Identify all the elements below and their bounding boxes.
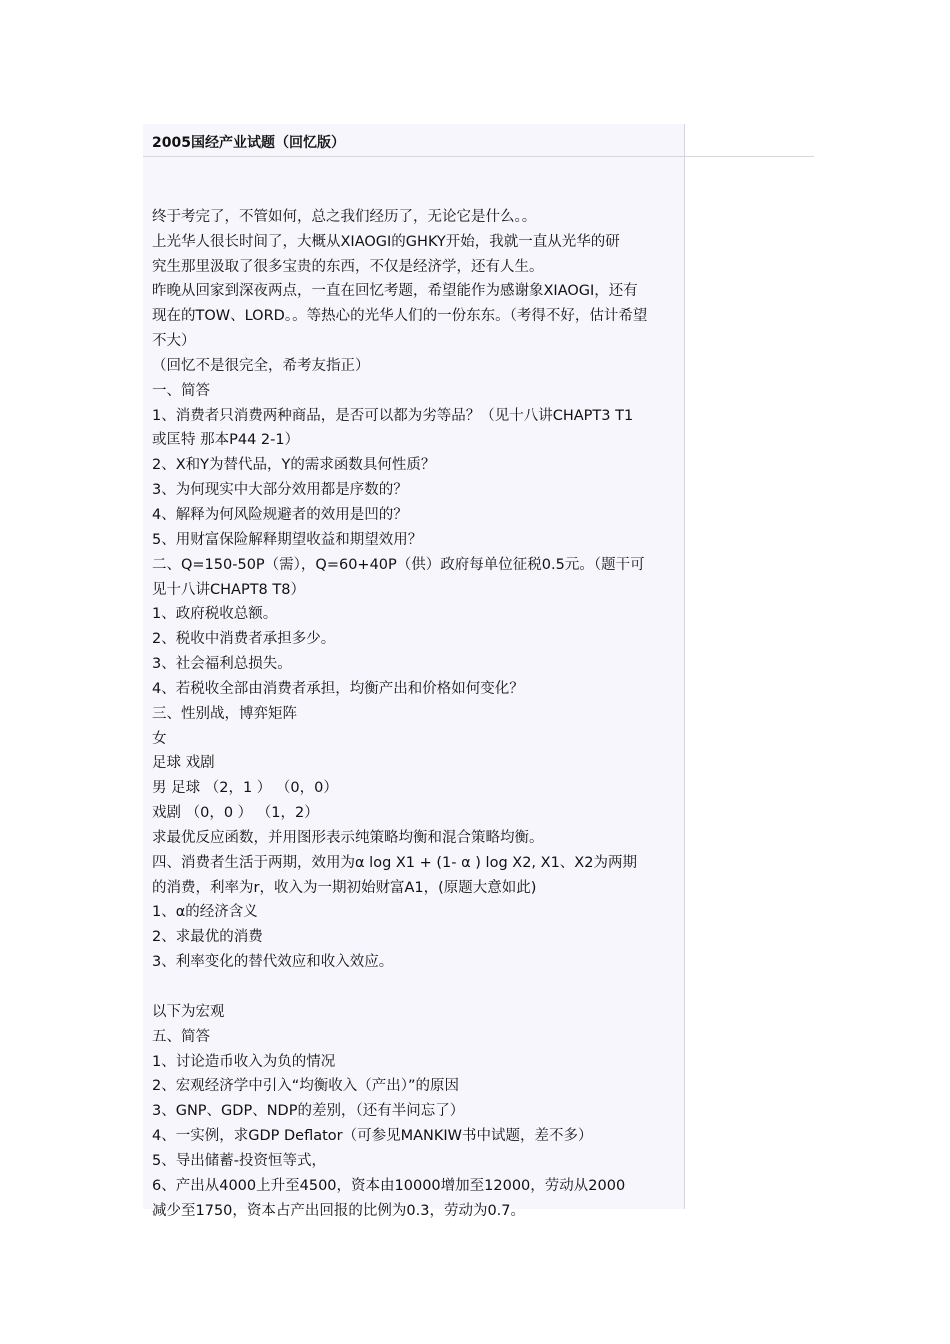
text-line: 减少至1750，资本占产出回报的比例为0.3，劳动为0.7。 — [152, 1202, 526, 1219]
text-line: 上光华人很长时间了，大概从XIAOGI的GHKY开始，我就一直从光华的研 — [152, 233, 620, 250]
text-line: 1、政府税收总额。 — [152, 606, 278, 623]
text-line: 四、消费者生活于两期，效用为α log X1 + (1- α ) log X2, X1、X2为两期 — [152, 854, 637, 871]
blank-line — [152, 975, 682, 1000]
text-line: 戏剧 （0，0 ） （1，2） — [152, 805, 319, 822]
text-line: 求最优反应函数，并用图形表示纯策略均衡和混合策略均衡。 — [152, 829, 544, 846]
text-line: 2、税收中消费者承担多少。 — [152, 631, 336, 648]
text-line: 3、GNP、GDP、NDP的差别，（还有半问忘了） — [152, 1103, 465, 1120]
text-line: 究生那里汲取了很多宝贵的东西，不仅是经济学，还有人生。 — [152, 258, 544, 275]
text-line: 4、解释为何风险规避者的效用是凹的？ — [152, 506, 408, 523]
text-line: 1、α的经济含义 — [152, 904, 258, 921]
text-line: 或匡特 那本P44 2-1） — [152, 432, 300, 449]
text-line: 五、简答 — [152, 1028, 210, 1045]
text-line: 的消费，利率为r，收入为一期初始财富A1，(原题大意如此) — [152, 879, 537, 896]
post-title-row — [143, 124, 814, 157]
text-line: 4、若税收全部由消费者承担，均衡产出和价格如何变化？ — [152, 680, 524, 697]
blank-line — [152, 180, 682, 205]
post-title: 2005国经产业试题（回忆版） — [152, 135, 345, 151]
text-line: 3、利率变化的替代效应和收入效应。 — [152, 954, 394, 971]
text-line: 男 足球 （2，1 ） （0，0） — [152, 780, 338, 797]
text-line: 3、社会福利总损失。 — [152, 656, 292, 673]
text-line: 见十八讲CHAPT8 T8） — [152, 581, 305, 598]
text-line: 1、消费者只消费两种商品，是否可以都为劣等品？（见十八讲CHAPT3 T1 — [152, 407, 634, 424]
text-line: 1、讨论造币收入为负的情况 — [152, 1053, 336, 1070]
text-line: 终于考完了，不管如何，总之我们经历了，无论它是什么。。 — [152, 208, 537, 225]
post-body — [152, 180, 682, 1223]
text-line: 昨晚从回家到深夜两点，一直在回忆考题，希望能作为感谢象XIAOGI，还有 — [152, 283, 638, 300]
text-line: 5、导出储蓄-投资恒等式， — [152, 1152, 326, 1169]
text-line: 不大） — [152, 333, 196, 350]
text-line: 二、Q=150-50P（需），Q=60+40P（供）政府每单位征税0.5元。（题干可 — [152, 556, 645, 573]
text-line: 女 — [152, 730, 167, 747]
text-line: 足球 戏剧 — [152, 755, 215, 772]
text-line: 2、X和Y为替代品，Y的需求函数具何性质？ — [152, 457, 436, 474]
text-line: 一、简答 — [152, 382, 210, 399]
text-line: 2、宏观经济学中引入“均衡收入（产出）”的原因 — [152, 1078, 459, 1095]
text-line: 6、产出从4000上升至4500，资本由10000增加至12000，劳动从2000 — [152, 1177, 626, 1194]
text-line: （回忆不是很完全，希考友指正） — [152, 357, 370, 374]
text-line: 3、为何现实中大部分效用都是序数的？ — [152, 482, 408, 499]
text-line: 2、求最优的消费 — [152, 929, 263, 946]
text-line: 现在的TOW、LORD。。等热心的光华人们的一份东东。（考得不好，估计希望 — [152, 308, 648, 325]
text-line: 三、性别战，博弈矩阵 — [152, 705, 297, 722]
text-line: 4、一实例，求GDP Deflator（可参见MANKIW书中试题，差不多） — [152, 1128, 593, 1145]
text-line: 以下为宏观 — [152, 1003, 225, 1020]
text-line: 5、用财富保险解释期望收益和期望效用？ — [152, 531, 423, 548]
